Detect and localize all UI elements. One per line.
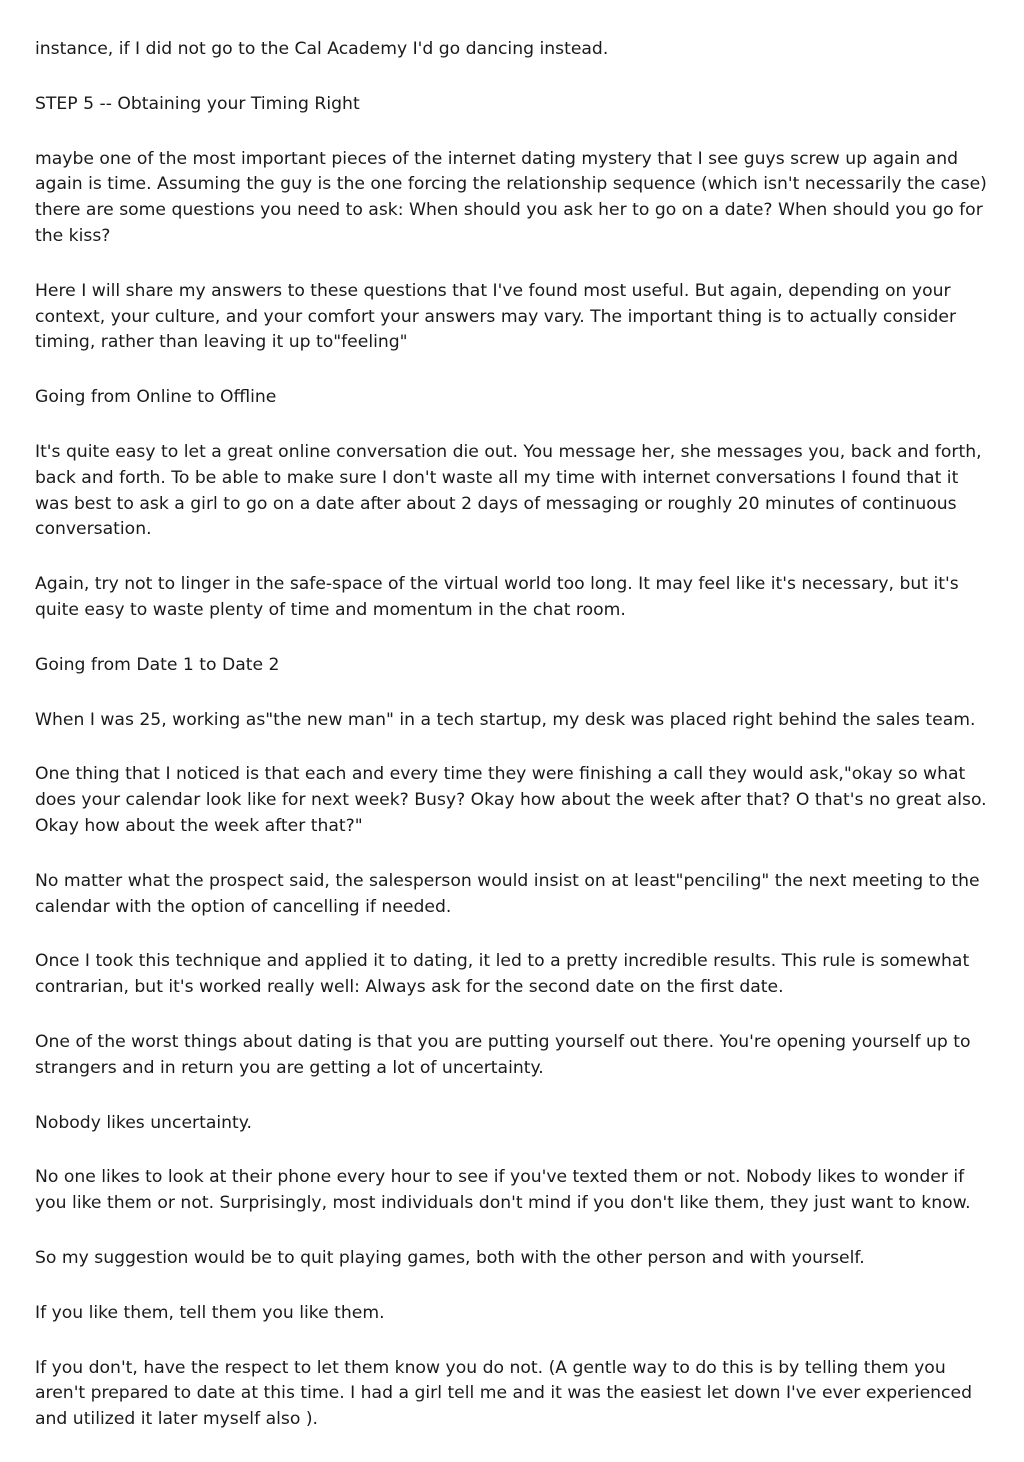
paragraph: If you like them, tell them you like them. — [35, 1302, 385, 1323]
section-heading-step-5: STEP 5 -- Obtaining your Timing Right — [35, 93, 360, 114]
paragraph: Once I took this technique and applied it to dating, it led to a pretty incredible results. This rule is somewhat contrarian, but it's worked really well: Always ask for the second date on the first date. — [35, 951, 970, 998]
paragraph: So my suggestion would be to quit playing games, both with the other person and with yourself. — [35, 1247, 865, 1268]
document-body — [35, 37, 995, 1462]
paragraph: instance, if I did not go to the Cal Academy I'd go dancing instead. — [35, 39, 609, 59]
subheading-online-to-offline: Going from Online to Offline — [35, 387, 277, 408]
paragraph: No matter what the prospect said, the salesperson would insist on at least"penciling" the next meeting to the calendar with the option of cancelling if needed. — [35, 870, 980, 917]
paragraph: No one likes to look at their phone every hour to see if you've texted them or not. Nobody likes to wonder if you like them or not. Surprisingly, most individuals don't mind if you don't like them, they just want to know. — [35, 1167, 971, 1214]
paragraph: If you don't, have the respect to let them know you do not. (A gentle way to do this is by telling them you aren't prepared to date at this time. I had a girl tell me and it was the easiest let down I've ever experienced and utilized it later myself also ). — [35, 1357, 972, 1430]
paragraph: Here I will share my answers to these questions that I've found most useful. But again, depending on your context, your culture, and your comfort your answers may vary. The important thing is to actually consider timing, rather than leaving it up to"feeling" — [35, 280, 957, 353]
paragraph: Again, try not to linger in the safe-space of the virtual world too long. It may feel like it's necessary, but it's quite easy to waste plenty of time and momentum in the chat room. — [35, 574, 959, 620]
paragraph: Nobody likes uncertainty. — [35, 1112, 252, 1133]
subheading-date-1-to-date-2: Going from Date 1 to Date 2 — [35, 654, 280, 675]
paragraph: When I was 25, working as"the new man" in a tech startup, my desk was placed right behind the sales team. — [35, 709, 976, 730]
paragraph: One thing that I noticed is that each and every time they were finishing a call they would ask,"okay so what does your calendar look like for next week? Busy? Okay how about the week after that? O that's no great also. Okay how about the week after that?" — [35, 764, 987, 836]
paragraph: One of the worst things about dating is that you are putting yourself out there. You're opening yourself up to strangers and in return you are getting a lot of uncertainty. — [35, 1031, 971, 1078]
paragraph: maybe one of the most important pieces of the internet dating mystery that I see guys screw up again and again is time. Assuming the guy is the one forcing the relationship sequence (which isn't necessarily the case) there are some questions you need to ask: When should you ask her to go on a date? When should you go for the kiss? — [35, 148, 987, 246]
paragraph: It's quite easy to let a great online conversation die out. You message her, she messages you, back and forth, back and forth. To be able to make sure I don't waste all my time with internet conversations I found that it was best to ask a girl to go on a date after about 2 days of messaging or roughly 20 minutes of continuous conversation. — [35, 441, 982, 540]
